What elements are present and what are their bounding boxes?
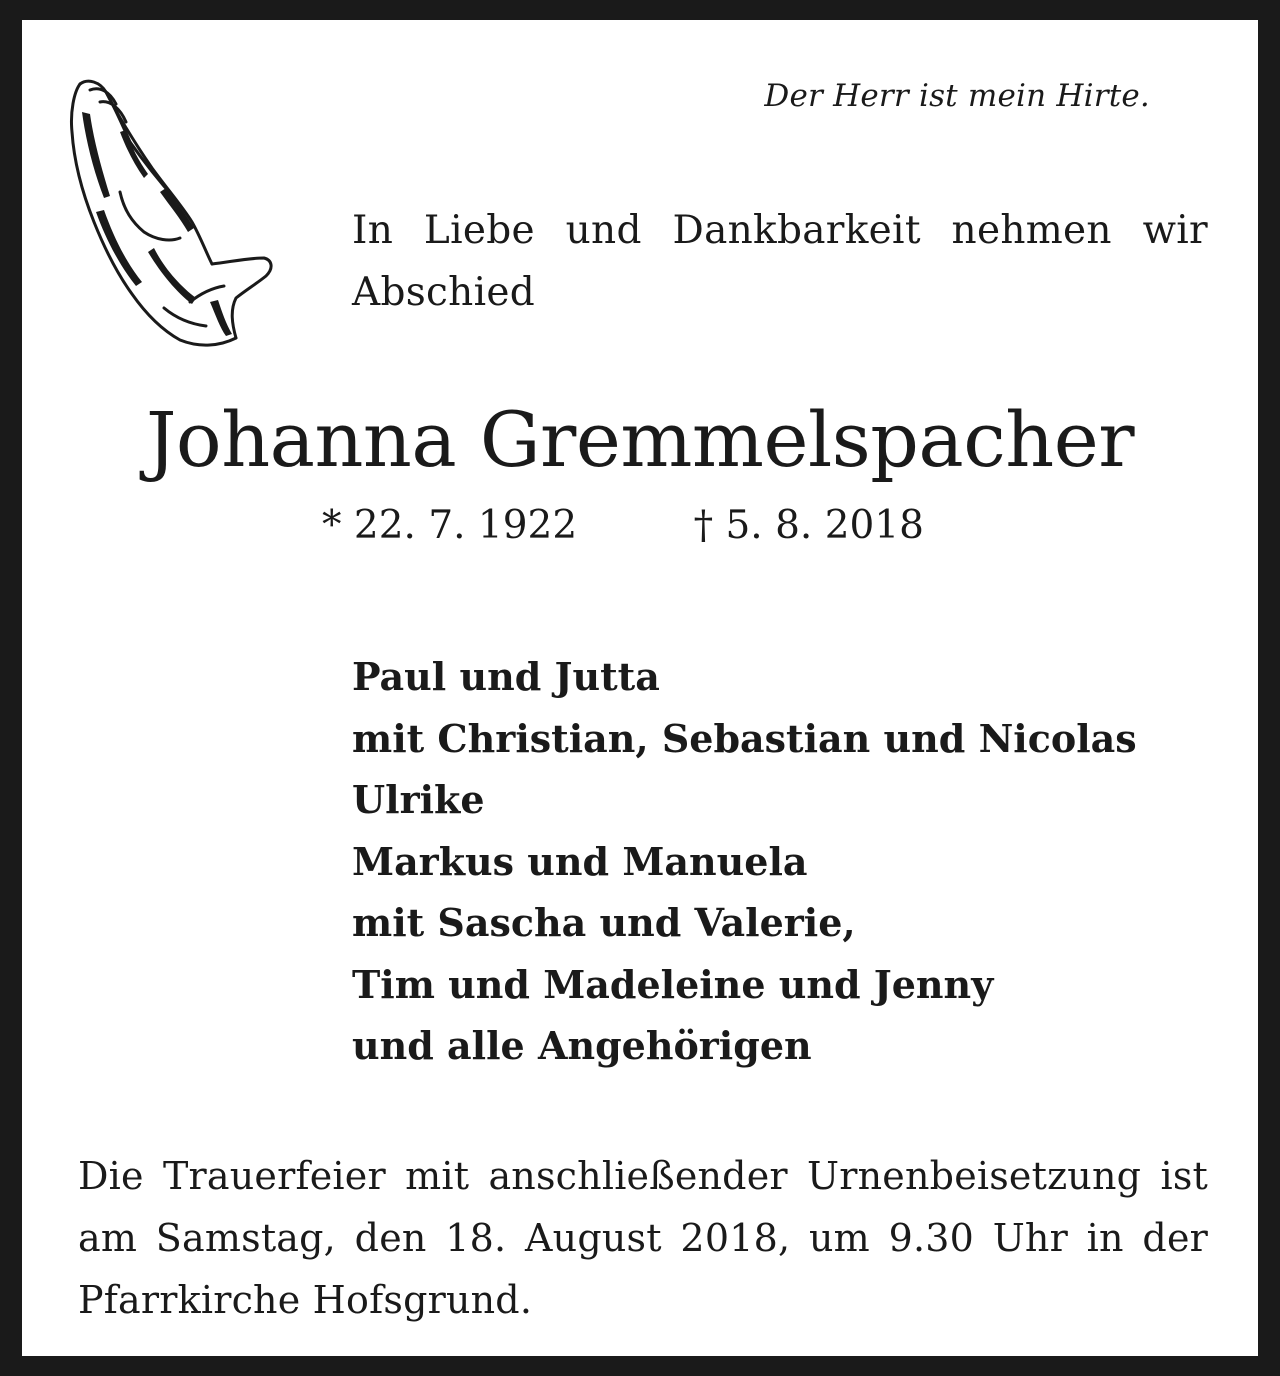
life-dates bbox=[322, 498, 924, 554]
intro-text: In Liebe und Dankbarkeit nehmen wir Abschied bbox=[352, 208, 1208, 315]
deceased-name: Johanna Gremmelspacher bbox=[145, 395, 1135, 484]
family-line: Tim und Madeleine und Jenny bbox=[352, 961, 994, 1007]
birth-date: * 22. 7. 1922 bbox=[322, 503, 578, 548]
family-list bbox=[352, 646, 1137, 1077]
obituary-card bbox=[22, 20, 1258, 1356]
family-line: Paul und Jutta bbox=[352, 654, 660, 699]
family-line: und alle Angehörigen bbox=[352, 1023, 812, 1068]
family-line: Ulrike bbox=[352, 777, 485, 822]
death-date: † 5. 8. 2018 bbox=[693, 503, 924, 548]
motto: Der Herr ist mein Hirte. bbox=[764, 78, 1150, 114]
family-line: mit Christian, Sebastian und Nicolas bbox=[352, 715, 1137, 761]
praying-hands-icon bbox=[60, 72, 280, 352]
ceremony-notice: Die Trauerfeier mit anschließender Urnenbeisetzung ist am Samstag, den 18. August 2018, um 9.30 Uhr in der Pfarrkirche Hofsgrund. bbox=[78, 1154, 1208, 1322]
family-line: mit Sascha und Valerie, bbox=[352, 900, 856, 945]
family-line: Markus und Manuela bbox=[352, 838, 808, 884]
